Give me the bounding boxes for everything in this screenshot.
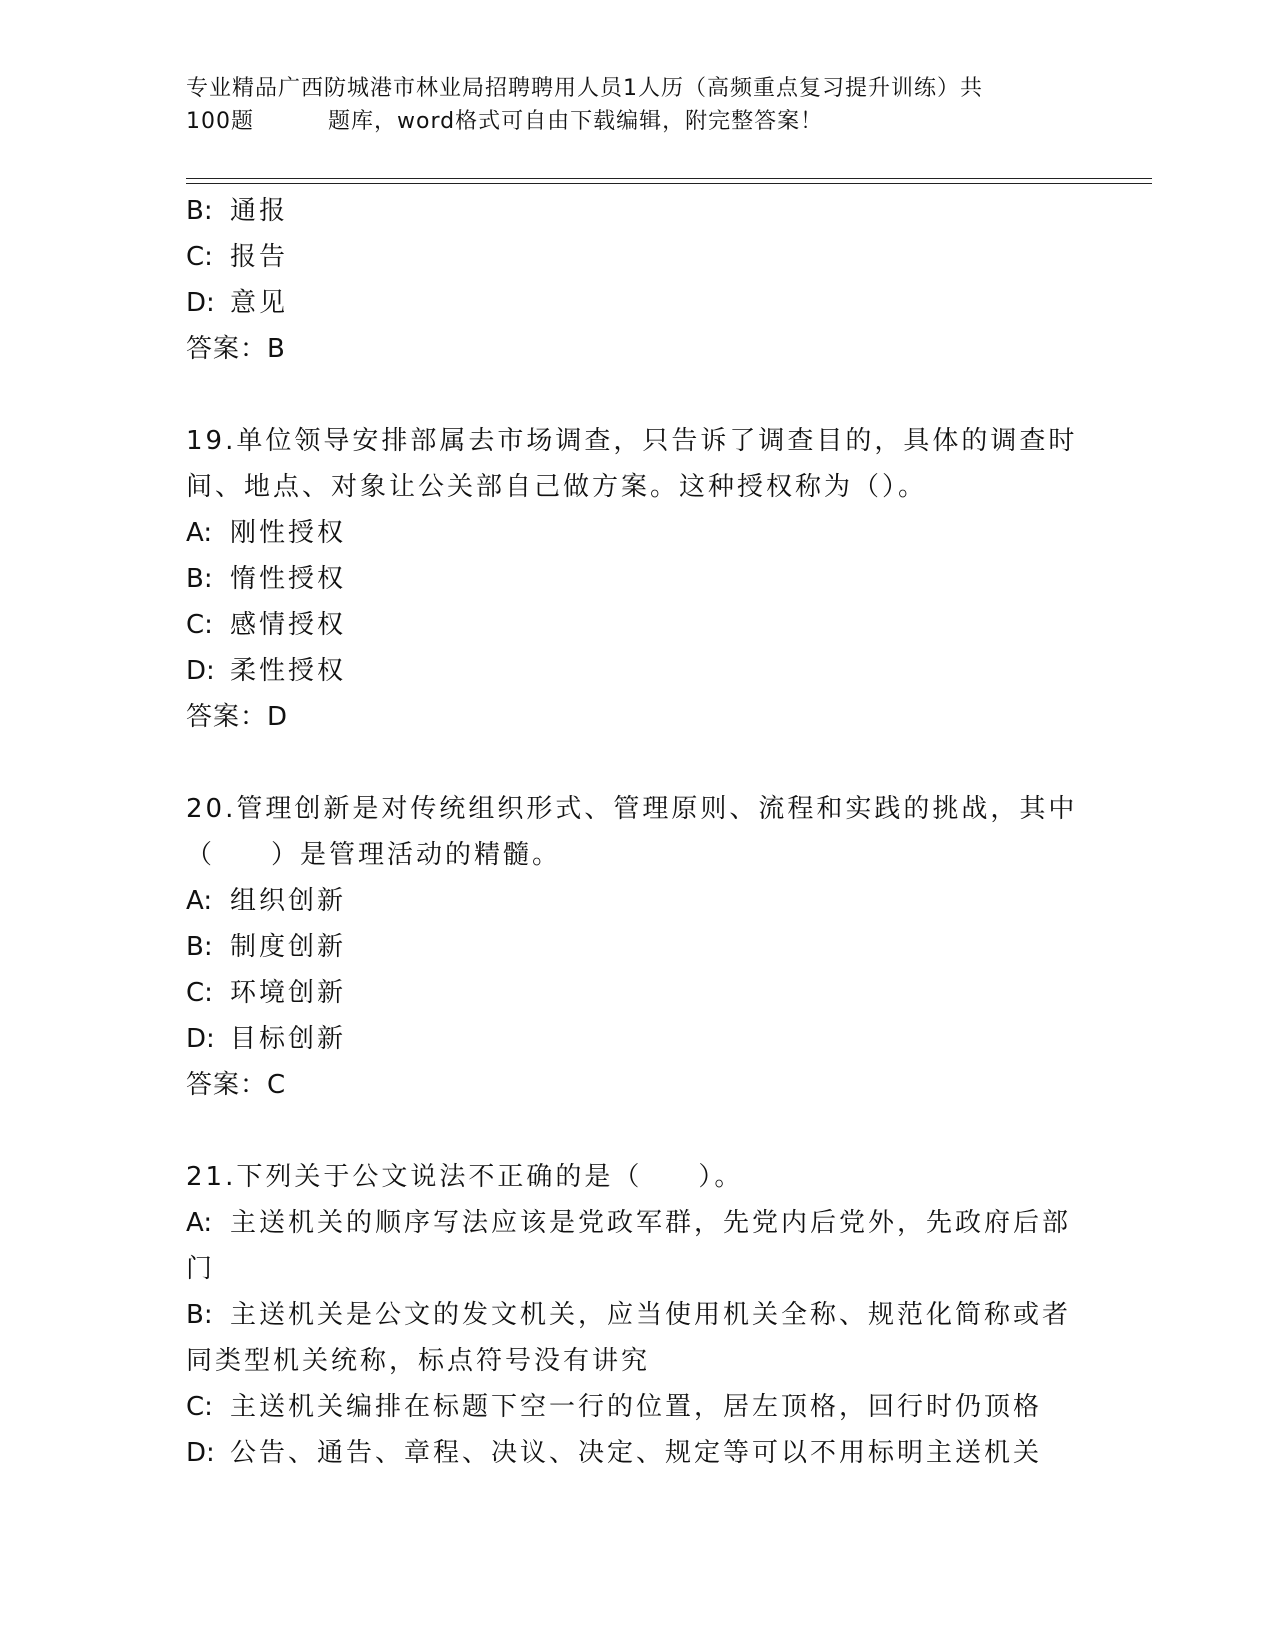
option-item: C: 感情授权: [186, 610, 347, 640]
answer-line: 答案：B: [186, 334, 286, 364]
option-item: D: 目标创新: [186, 1024, 347, 1054]
option-item: A: 主送机关的顺序写法应该是党政军群，先党内后党外，先政府后部: [186, 1208, 1072, 1238]
header-line-1: 专业精品广西防城港市林业局招聘聘用人员1人历（高频重点复习提升训练）共: [186, 76, 983, 101]
answer-line: 答案：D: [186, 702, 289, 732]
option-item: D: 柔性授权: [186, 656, 347, 686]
page-header: [186, 72, 1086, 138]
question-19-stem-cont: 间、地点、对象让公关部自己做方案。这种授权称为（）。: [186, 472, 928, 502]
question-19-stem: 19.单位领导安排部属去市场调查，只告诉了调查目的，具体的调查时: [186, 426, 1078, 456]
header-description: 题库，word格式可自由下载编辑，附完整答案！: [328, 109, 824, 134]
option-item: C: 报告: [186, 242, 289, 272]
option-item-cont: 同类型机关统称，标点符号没有讲究: [186, 1346, 651, 1376]
header-line-2: [186, 105, 1086, 138]
option-item: B: 通报: [186, 196, 289, 226]
answer-line: 答案：C: [186, 1070, 287, 1100]
option-item: A: 组织创新: [186, 886, 347, 916]
question-20-stem: 20.管理创新是对传统组织形式、管理原则、流程和实践的挑战，其中: [186, 794, 1078, 824]
option-item: B: 制度创新: [186, 932, 347, 962]
header-divider-top: [186, 178, 1152, 179]
option-item: C: 环境创新: [186, 978, 347, 1008]
question-21-stem: 21.下列关于公文说法不正确的是（ ）。: [186, 1162, 744, 1192]
option-item: B: 主送机关是公文的发文机关，应当使用机关全称、规范化简称或者: [186, 1300, 1072, 1330]
option-item: C: 主送机关编排在标题下空一行的位置，居左顶格，回行时仍顶格: [186, 1392, 1043, 1422]
question-20-stem-cont: （ ）是管理活动的精髓。: [186, 840, 562, 870]
option-item-cont: 门: [186, 1254, 216, 1284]
header-count: 100题: [186, 109, 254, 134]
option-item: D: 公告、通告、章程、决议、决定、规定等可以不用标明主送机关: [186, 1438, 1043, 1468]
header-divider-bottom: [186, 183, 1152, 184]
question-content: [186, 188, 1086, 1476]
option-item: A: 刚性授权: [186, 518, 347, 548]
option-item: B: 惰性授权: [186, 564, 347, 594]
option-item: D: 意见: [186, 288, 289, 318]
